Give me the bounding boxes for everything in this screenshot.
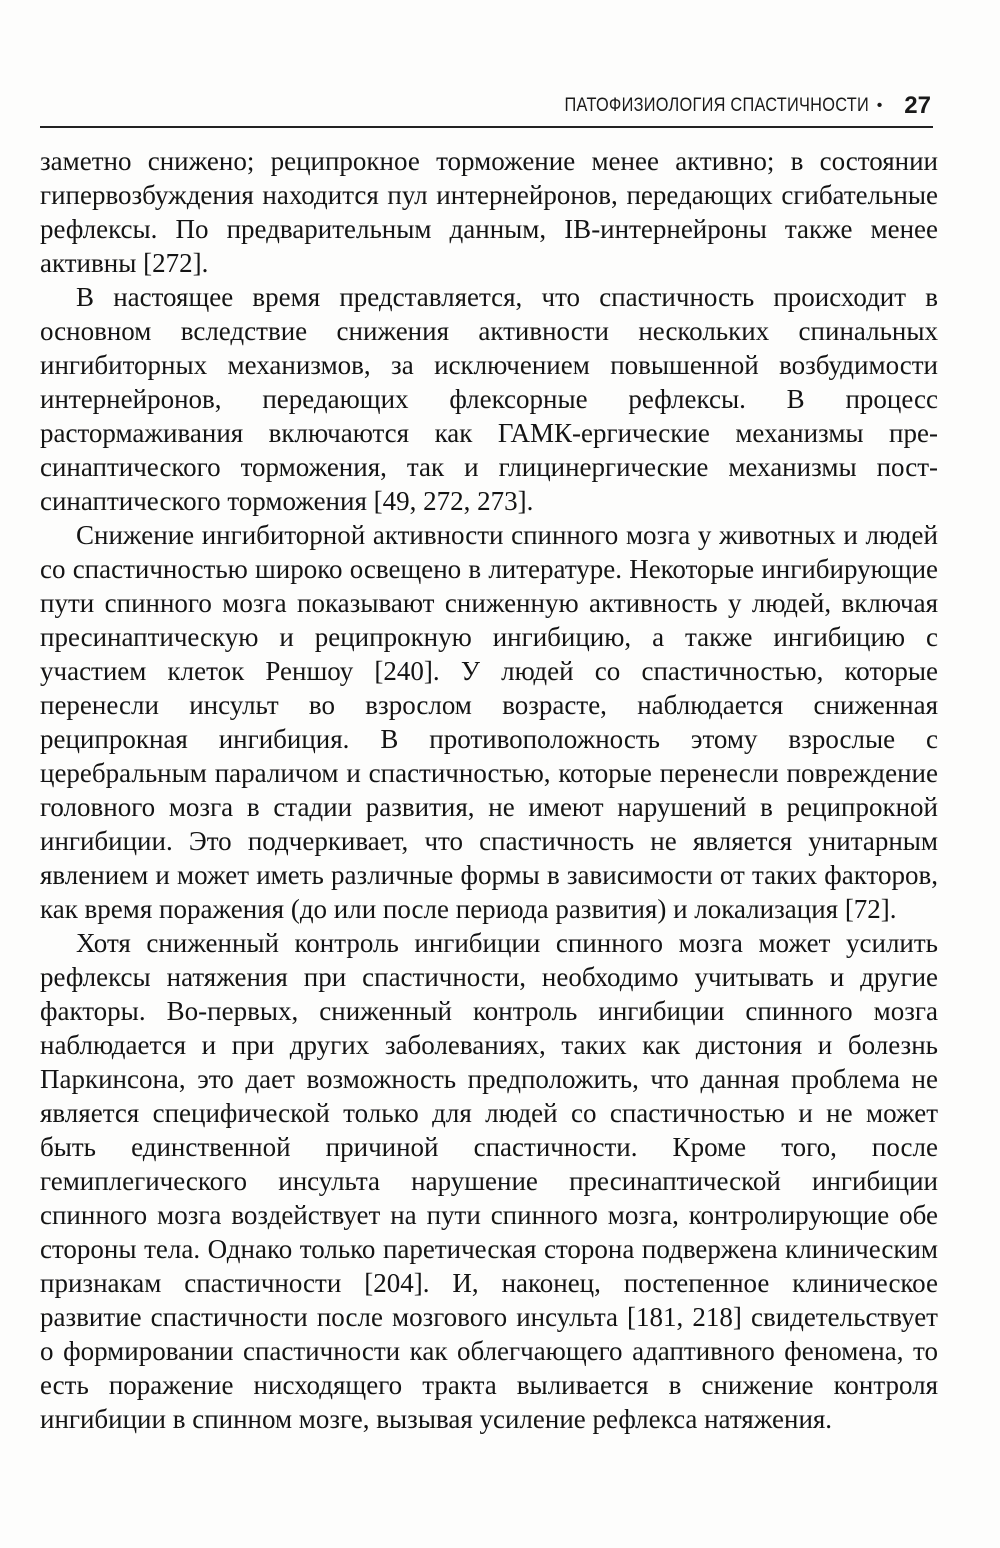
body-text (40, 144, 938, 1436)
page-number: 27 (904, 92, 931, 119)
running-header-title: ПАТОФИЗИОЛОГИЯ СПАСТИЧНОСТИ (564, 95, 869, 116)
paragraph-2: В настоящее время представляется, что спастичность происходит в основном вследствие снижения активности нескольких спинальных ингибиторных механизмов, за исключением повышенной возбудимости интернейронов, передающих флексорные рефлексы. В процесс растормаживания включаются как ГАМК-ергические механизмы пресинаптического торможения, так и глицинергические механизмы постсинаптического торможения [49, 272, 273]. (40, 282, 938, 516)
paragraph-3: Снижение ингибиторной активности спинного мозга у животных и людей со спастичностью широко освещено в литературе. Некоторые ингибирующие пути спинного мозга показывают сниженную активность у людей, включая пресинаптическую и реципрокную ингибицию, а также ингибицию с участием клеток Реншоу [240]. У людей со спастичностью, которые перенесли инсульт во взрослом возрасте, наблюдается сниженная реципрокная ингибиция. В противоположность этому взрослые с церебральным параличом и спастичностью, которые перенесли повреждение головного мозга в стадии развития, не имеют нарушений в реципрокной ингибиции. Это подчеркивает, что спастичность не является унитарным явлением и может иметь различные формы в зависимости от таких факторов, как время поражения (до или после периода развития) и локализация [72]. (40, 520, 938, 924)
paragraph-1: заметно снижено; реципрокное торможение менее активно; в состоянии гипервозбуждения находится пул интернейронов, передающих сгибательные рефлексы. По предварительным данным, IB-интернейроны также менее активны [272]. (40, 146, 938, 278)
header-bullet: • (876, 97, 883, 114)
paragraph-4: Хотя сниженный контроль ингибиции спинного мозга может усилить рефлексы натяжения при спастичности, необходимо учитывать и другие факторы. Во-первых, сниженный контроль ингибиции спинного мозга наблюдается и при других заболеваниях, таких как дистония и болезнь Паркинсона, это дает возможность предположить, что данная проблема не является специфической только для людей со спастичностью и не может быть единственной причиной спастичности. Кроме того, после гемиплегического инсульта нарушение пресинаптической ингибиции спинного мозга воздействует на пути спинного мозга, контролирующие обе стороны тела. Однако только паретическая сторона подвержена клиническим признакам спастичности [204]. И, наконец, постепенное клиническое развитие спастичности после мозгового инсульта [181, 218] свидетельствует о формировании спастичности как облегчающего адаптивного феномена, то есть поражение нисходящего тракта выливается в снижение контроля ингибиции в спинном мозге, вызывая усиление рефлекса натяжения. (40, 928, 938, 1434)
running-header (40, 86, 933, 128)
